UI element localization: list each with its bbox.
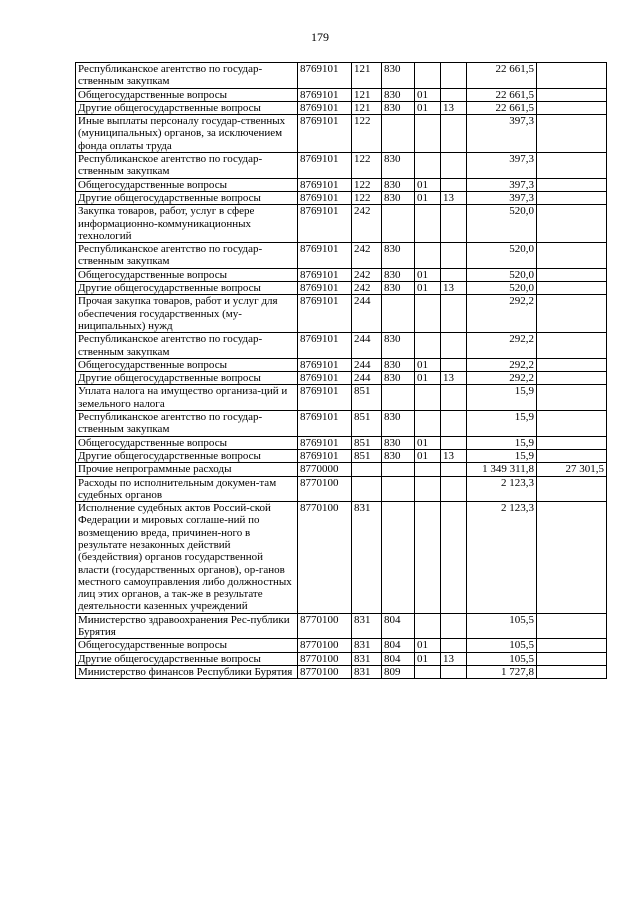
cell-section [415, 153, 441, 179]
cell-amount: 2 123,3 [467, 502, 537, 614]
cell-main-manager: 830 [382, 101, 415, 114]
cell-main-manager: 830 [382, 372, 415, 385]
cell-amount-extra [537, 115, 607, 153]
cell-amount-extra [537, 191, 607, 204]
cell-section [415, 665, 441, 678]
cell-expense-type: 244 [352, 372, 382, 385]
cell-section: 01 [415, 639, 441, 652]
cell-name: Прочие непрограммные расходы [76, 463, 298, 476]
cell-amount: 397,3 [467, 153, 537, 179]
table-row [76, 63, 607, 89]
table-row [76, 613, 607, 639]
cell-target-article: 8769101 [298, 411, 352, 437]
cell-subsection [441, 295, 467, 333]
cell-amount-extra [537, 282, 607, 295]
cell-expense-type: 122 [352, 153, 382, 179]
cell-amount-extra [537, 665, 607, 678]
cell-name: Общегосударственные вопросы [76, 268, 298, 281]
table-row [76, 358, 607, 371]
cell-name: Министерство здравоохранения Рес-публики Бурятия [76, 613, 298, 639]
cell-main-manager: 830 [382, 358, 415, 371]
cell-subsection [441, 63, 467, 89]
cell-name: Общегосударственные вопросы [76, 88, 298, 101]
cell-name: Общегосударственные вопросы [76, 358, 298, 371]
cell-section [415, 63, 441, 89]
cell-amount-extra [537, 652, 607, 665]
cell-expense-type: 851 [352, 449, 382, 462]
cell-name: Расходы по исполнительным докумен-там судебных органов [76, 476, 298, 502]
cell-expense-type: 121 [352, 101, 382, 114]
cell-name: Общегосударственные вопросы [76, 436, 298, 449]
cell-subsection [441, 665, 467, 678]
cell-subsection [441, 476, 467, 502]
table-row [76, 411, 607, 437]
cell-subsection [441, 243, 467, 269]
cell-amount: 292,2 [467, 333, 537, 359]
budget-table [75, 62, 607, 679]
cell-target-article: 8769101 [298, 63, 352, 89]
cell-target-article: 8770100 [298, 476, 352, 502]
table-row [76, 476, 607, 502]
table-row [76, 463, 607, 476]
cell-subsection [441, 436, 467, 449]
cell-amount: 105,5 [467, 652, 537, 665]
table-row [76, 101, 607, 114]
cell-amount-extra [537, 639, 607, 652]
cell-amount-extra [537, 613, 607, 639]
cell-expense-type: 122 [352, 178, 382, 191]
cell-subsection [441, 385, 467, 411]
cell-section: 01 [415, 88, 441, 101]
cell-expense-type: 831 [352, 665, 382, 678]
cell-section [415, 463, 441, 476]
cell-amount-extra [537, 268, 607, 281]
cell-amount: 520,0 [467, 205, 537, 243]
cell-amount: 105,5 [467, 613, 537, 639]
cell-name: Республиканское агентство по государ-ственным закупкам [76, 63, 298, 89]
cell-subsection [441, 639, 467, 652]
cell-amount-extra [537, 411, 607, 437]
cell-main-manager: 830 [382, 191, 415, 204]
cell-section: 01 [415, 268, 441, 281]
cell-amount: 292,2 [467, 358, 537, 371]
cell-amount: 520,0 [467, 282, 537, 295]
table-row [76, 295, 607, 333]
cell-main-manager: 804 [382, 652, 415, 665]
cell-amount-extra [537, 153, 607, 179]
cell-main-manager: 804 [382, 639, 415, 652]
cell-name: Республиканское агентство по государ-ственным закупкам [76, 243, 298, 269]
cell-expense-type: 831 [352, 613, 382, 639]
cell-expense-type: 831 [352, 639, 382, 652]
cell-amount: 292,2 [467, 372, 537, 385]
cell-name: Общегосударственные вопросы [76, 178, 298, 191]
cell-main-manager: 809 [382, 665, 415, 678]
cell-amount: 397,3 [467, 191, 537, 204]
cell-main-manager: 830 [382, 178, 415, 191]
cell-section: 01 [415, 101, 441, 114]
cell-target-article: 8770000 [298, 463, 352, 476]
cell-amount: 2 123,3 [467, 476, 537, 502]
cell-subsection [441, 205, 467, 243]
cell-name: Прочая закупка товаров, работ и услуг для обеспечения государственных (му-ниципальных) нужд [76, 295, 298, 333]
cell-name: Министерство финансов Республики Бурятия [76, 665, 298, 678]
cell-main-manager: 804 [382, 613, 415, 639]
cell-subsection: 13 [441, 652, 467, 665]
table-row [76, 282, 607, 295]
cell-amount: 520,0 [467, 243, 537, 269]
cell-section [415, 205, 441, 243]
table-row [76, 639, 607, 652]
table-row [76, 205, 607, 243]
cell-amount: 520,0 [467, 268, 537, 281]
table-row [76, 191, 607, 204]
cell-amount-extra [537, 502, 607, 614]
table-row [76, 333, 607, 359]
cell-main-manager: 830 [382, 268, 415, 281]
cell-amount: 397,3 [467, 115, 537, 153]
cell-amount: 15,9 [467, 436, 537, 449]
cell-main-manager [382, 205, 415, 243]
cell-name: Закупка товаров, работ, услуг в сфере информационно-коммуникационных технологий [76, 205, 298, 243]
cell-target-article: 8769101 [298, 268, 352, 281]
cell-target-article: 8769101 [298, 191, 352, 204]
cell-amount: 15,9 [467, 385, 537, 411]
table-row [76, 115, 607, 153]
cell-expense-type: 242 [352, 243, 382, 269]
cell-amount-extra [537, 101, 607, 114]
cell-name: Республиканское агентство по государ-ственным закупкам [76, 333, 298, 359]
table-row [76, 243, 607, 269]
page-number: 179 [311, 30, 329, 44]
cell-amount-extra [537, 63, 607, 89]
cell-section [415, 243, 441, 269]
cell-expense-type: 121 [352, 88, 382, 101]
table-row [76, 88, 607, 101]
cell-amount-extra [537, 295, 607, 333]
cell-amount-extra [537, 476, 607, 502]
cell-target-article: 8769101 [298, 358, 352, 371]
table-row [76, 449, 607, 462]
cell-amount-extra [537, 449, 607, 462]
cell-expense-type: 244 [352, 358, 382, 371]
cell-name: Другие общегосударственные вопросы [76, 449, 298, 462]
cell-subsection [441, 115, 467, 153]
table-row [76, 502, 607, 614]
cell-main-manager [382, 295, 415, 333]
cell-section: 01 [415, 436, 441, 449]
cell-amount-extra [537, 88, 607, 101]
cell-amount: 22 661,5 [467, 63, 537, 89]
cell-section [415, 115, 441, 153]
table-body [76, 63, 607, 679]
cell-target-article: 8770100 [298, 613, 352, 639]
cell-target-article: 8769101 [298, 153, 352, 179]
cell-target-article: 8769101 [298, 436, 352, 449]
cell-expense-type: 122 [352, 191, 382, 204]
cell-target-article: 8769101 [298, 101, 352, 114]
cell-target-article: 8769101 [298, 385, 352, 411]
cell-target-article: 8770100 [298, 665, 352, 678]
cell-name: Иные выплаты персоналу государ-ственных (муниципальных) органов, за исключением фонда оплаты труда [76, 115, 298, 153]
cell-target-article: 8769101 [298, 282, 352, 295]
cell-subsection [441, 411, 467, 437]
cell-amount: 22 661,5 [467, 88, 537, 101]
cell-section: 01 [415, 372, 441, 385]
cell-name: Другие общегосударственные вопросы [76, 282, 298, 295]
cell-amount-extra [537, 178, 607, 191]
cell-subsection [441, 268, 467, 281]
cell-main-manager [382, 385, 415, 411]
cell-name: Другие общегосударственные вопросы [76, 372, 298, 385]
cell-section: 01 [415, 282, 441, 295]
cell-section [415, 295, 441, 333]
cell-amount: 15,9 [467, 411, 537, 437]
cell-expense-type: 244 [352, 333, 382, 359]
cell-expense-type: 242 [352, 282, 382, 295]
cell-amount-extra [537, 333, 607, 359]
cell-main-manager: 830 [382, 449, 415, 462]
cell-section [415, 613, 441, 639]
cell-subsection: 13 [441, 372, 467, 385]
cell-amount: 105,5 [467, 639, 537, 652]
cell-amount-extra [537, 243, 607, 269]
table-row [76, 268, 607, 281]
cell-section [415, 411, 441, 437]
cell-expense-type [352, 463, 382, 476]
cell-section: 01 [415, 652, 441, 665]
cell-section: 01 [415, 449, 441, 462]
cell-section [415, 333, 441, 359]
cell-target-article: 8770100 [298, 652, 352, 665]
cell-amount: 292,2 [467, 295, 537, 333]
cell-name: Республиканское агентство по государ-ственным закупкам [76, 411, 298, 437]
cell-subsection [441, 333, 467, 359]
cell-name: Другие общегосударственные вопросы [76, 652, 298, 665]
cell-expense-type: 122 [352, 115, 382, 153]
cell-main-manager: 830 [382, 243, 415, 269]
cell-amount: 1 727,8 [467, 665, 537, 678]
table-row [76, 178, 607, 191]
cell-subsection: 13 [441, 101, 467, 114]
cell-target-article: 8769101 [298, 88, 352, 101]
table-row [76, 436, 607, 449]
cell-section [415, 502, 441, 614]
cell-subsection [441, 463, 467, 476]
cell-section: 01 [415, 178, 441, 191]
cell-expense-type: 244 [352, 295, 382, 333]
cell-name: Другие общегосударственные вопросы [76, 101, 298, 114]
cell-main-manager [382, 476, 415, 502]
table-row [76, 665, 607, 678]
cell-expense-type [352, 476, 382, 502]
cell-main-manager: 830 [382, 411, 415, 437]
cell-target-article: 8769101 [298, 295, 352, 333]
cell-target-article: 8769101 [298, 205, 352, 243]
cell-main-manager: 830 [382, 333, 415, 359]
cell-amount: 22 661,5 [467, 101, 537, 114]
cell-expense-type: 831 [352, 502, 382, 614]
table-row [76, 372, 607, 385]
cell-target-article: 8769101 [298, 178, 352, 191]
cell-main-manager [382, 502, 415, 614]
cell-target-article: 8770100 [298, 639, 352, 652]
cell-main-manager: 830 [382, 436, 415, 449]
cell-expense-type: 242 [352, 268, 382, 281]
cell-subsection [441, 88, 467, 101]
cell-subsection [441, 502, 467, 614]
table-row [76, 385, 607, 411]
cell-amount-extra [537, 372, 607, 385]
cell-expense-type: 851 [352, 411, 382, 437]
cell-section [415, 476, 441, 502]
cell-amount-extra: 27 301,5 [537, 463, 607, 476]
cell-name: Исполнение судебных актов Россий-ской Федерации и мировых соглаше-ний по возмещению вреда, причинен-ного в результате незаконных действий (бездействия) органов государственной власти (государственных органов), ор-ганов местного самоуправления либо должностных лиц этих органов, а так-же в результате деятельности казенных учреждений [76, 502, 298, 614]
cell-target-article: 8769101 [298, 115, 352, 153]
cell-section [415, 385, 441, 411]
cell-subsection: 13 [441, 191, 467, 204]
cell-subsection: 13 [441, 282, 467, 295]
cell-main-manager [382, 463, 415, 476]
cell-amount-extra [537, 385, 607, 411]
cell-expense-type: 831 [352, 652, 382, 665]
cell-main-manager: 830 [382, 153, 415, 179]
cell-amount-extra [537, 436, 607, 449]
cell-amount: 1 349 311,8 [467, 463, 537, 476]
cell-main-manager [382, 115, 415, 153]
cell-name: Другие общегосударственные вопросы [76, 191, 298, 204]
cell-expense-type: 242 [352, 205, 382, 243]
cell-main-manager: 830 [382, 63, 415, 89]
cell-target-article: 8769101 [298, 449, 352, 462]
cell-name: Республиканское агентство по государ-ственным закупкам [76, 153, 298, 179]
cell-expense-type: 121 [352, 63, 382, 89]
cell-amount: 397,3 [467, 178, 537, 191]
cell-amount-extra [537, 205, 607, 243]
cell-name: Уплата налога на имущество организа-ций и земельного налога [76, 385, 298, 411]
cell-subsection [441, 178, 467, 191]
cell-subsection [441, 153, 467, 179]
cell-target-article: 8769101 [298, 243, 352, 269]
cell-expense-type: 851 [352, 385, 382, 411]
cell-name: Общегосударственные вопросы [76, 639, 298, 652]
cell-main-manager: 830 [382, 282, 415, 295]
cell-expense-type: 851 [352, 436, 382, 449]
table-row [76, 652, 607, 665]
cell-target-article: 8770100 [298, 502, 352, 614]
table-row [76, 153, 607, 179]
cell-main-manager: 830 [382, 88, 415, 101]
cell-amount-extra [537, 358, 607, 371]
cell-target-article: 8769101 [298, 333, 352, 359]
cell-subsection [441, 613, 467, 639]
cell-target-article: 8769101 [298, 372, 352, 385]
cell-section: 01 [415, 191, 441, 204]
cell-section: 01 [415, 358, 441, 371]
cell-amount: 15,9 [467, 449, 537, 462]
cell-subsection [441, 358, 467, 371]
cell-subsection: 13 [441, 449, 467, 462]
